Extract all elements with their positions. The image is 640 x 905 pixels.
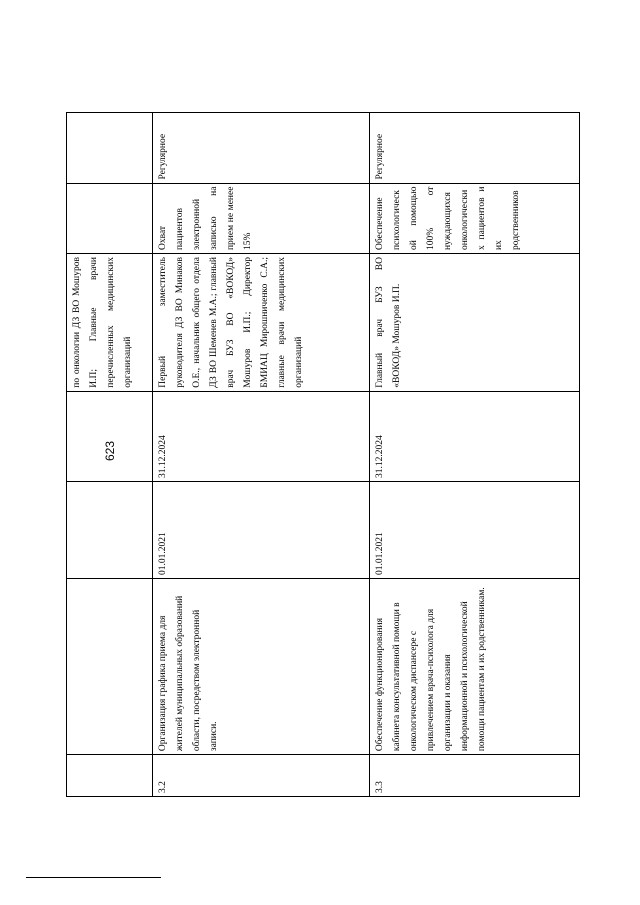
table-row xyxy=(153,113,370,797)
cell-event: Обеспечение функционирования кабинета консультативной помощи в онкологическом диспансере с привлечением врача-психолога для организации и оказания информационной и психологической помощи пациентам и их родственникам. xyxy=(370,578,580,754)
cell-start: 01.01.2021 xyxy=(153,482,370,579)
cell-executor: по онкологии ДЗ ВО Мошуров И.П; Главные врачи перечисленных медицинских организаций xyxy=(67,254,153,392)
cell-num xyxy=(67,755,153,797)
plan-table-rotated xyxy=(66,112,579,797)
cell-end: 31.12.2024 xyxy=(370,391,580,481)
cell-end: 31.12.2024 xyxy=(153,391,370,481)
cell-result: Обеспечение психологической помощью 100% от нуждающихся онкологических пациентов и их родственников xyxy=(370,183,580,253)
table-row-continuation xyxy=(67,113,153,797)
cell-result: Охват пациентов электронной записью на прием не менее 15% xyxy=(153,183,370,253)
footnote-rule xyxy=(26,877,161,878)
cell-frequency: Регулярное xyxy=(153,113,370,184)
cell-event: Организация графика приема для жителей муниципальных образований области, посредством электронной записи. xyxy=(153,578,370,754)
cell-num: 3.3 xyxy=(370,755,580,797)
cell-executor: Первый заместитель руководителя ДЗ ВО Минаков О.Е., начальник общего отдела ДЗ ВО Шеменев М.А.; главный врач БУЗ ВО «ВОКОД» Мошуров И.П.; Директор БМИАЦ Мирошниченко С.А.; главные врачи медицинских организаций xyxy=(153,254,370,392)
cell-event xyxy=(67,578,153,754)
cell-num: 3.2 xyxy=(153,755,370,797)
cell-start xyxy=(67,482,153,579)
cell-end xyxy=(67,391,153,481)
table-row xyxy=(370,113,580,797)
cell-frequency: Регулярное xyxy=(370,113,580,184)
cell-result xyxy=(67,183,153,253)
cell-frequency xyxy=(67,113,153,184)
plan-table xyxy=(66,112,580,797)
cell-executor: Главный врач БУЗ ВО «ВОКОД» Мошуров И.П. xyxy=(370,254,580,392)
cell-start: 01.01.2021 xyxy=(370,482,580,579)
page-number: 623 xyxy=(103,440,117,462)
